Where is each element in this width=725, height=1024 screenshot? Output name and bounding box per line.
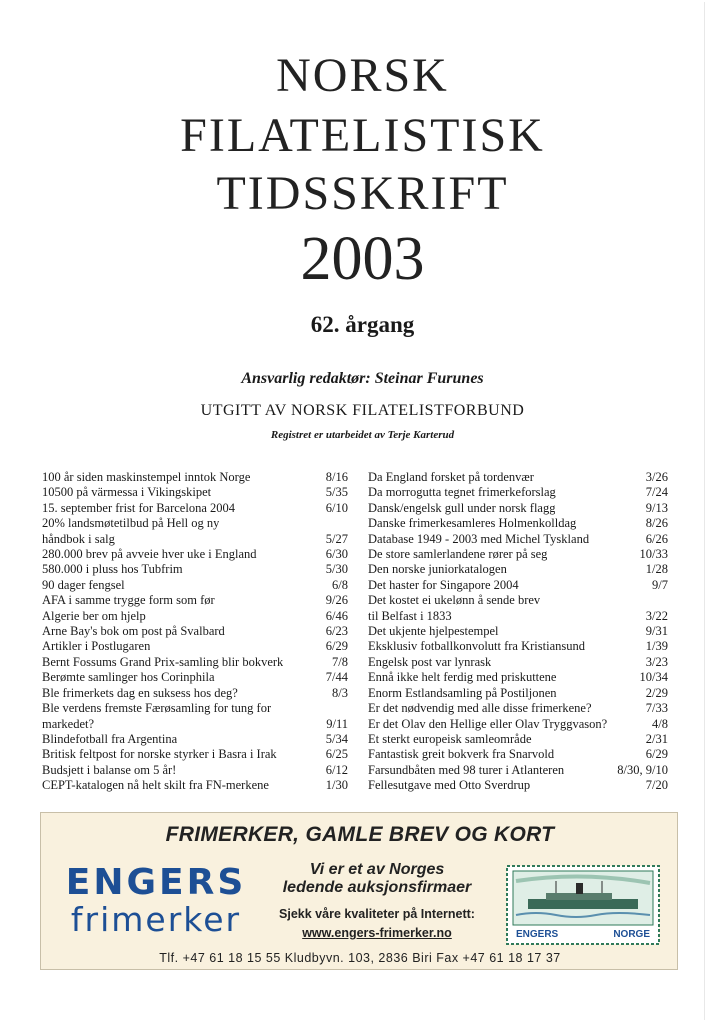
entry-ref: 10/33 <box>639 547 668 562</box>
index-entry <box>42 593 348 608</box>
ad-website-link[interactable]: www.engers-frimerker.no <box>302 926 452 940</box>
volume: 62. årgang <box>310 312 415 337</box>
index-entry <box>368 701 668 716</box>
index-entry <box>42 701 348 716</box>
entry-ref: 7/44 <box>325 670 348 685</box>
entry-title: Budsjett i balanse om 5 år! <box>42 762 177 777</box>
index-entry <box>368 593 668 608</box>
entry-title: De store samlerlandene rører på seg <box>368 547 548 562</box>
index-entry <box>42 778 348 793</box>
stamp-label-left: ENGERS <box>516 929 559 940</box>
entry-title: Britisk feltpost for norske styrker i Basra i Irak <box>42 747 277 762</box>
entry-ref: 6/23 <box>325 624 348 639</box>
entry-ref: 8/16 <box>325 470 348 484</box>
entry-title: 100 år siden maskinstempel inntok Norge <box>42 470 251 484</box>
index-entry <box>368 562 668 577</box>
entry-ref: 10/34 <box>639 670 668 685</box>
title-line-3: TIDSSKRIFT <box>216 167 509 220</box>
entry-title: Er det Olav den Hellige eller Olav Tryggvason? <box>368 716 608 731</box>
entry-title: AFA i samme trygge form som før <box>42 593 215 608</box>
entry-title: 10500 på värmessa i Vikingskipet <box>42 485 212 500</box>
entry-title: 280.000 brev på avveie hver uke i England <box>42 547 257 562</box>
index-entry <box>368 501 668 516</box>
entry-title: Blindefotball fra Argentina <box>42 731 178 746</box>
year: 2003 <box>300 225 425 293</box>
entry-title: Database 1949 - 2003 med Michel Tyskland <box>368 531 590 546</box>
ship-stamp-image <box>506 865 660 945</box>
entry-title: Farsundbåten med 98 turer i Atlanteren <box>368 762 565 777</box>
entry-ref: 6/29 <box>645 747 668 762</box>
entry-title: Arne Bay's bok om post på Svalbard <box>42 624 225 639</box>
entry-title: Enorm Estlandsamling på Postiljonen <box>368 685 557 700</box>
entry-ref: 9/13 <box>645 500 668 515</box>
editor-credit: Ansvarlig redaktør: Steinar Furunes <box>241 370 484 387</box>
index-entry <box>42 717 348 732</box>
stamp-label-right: NORGE <box>613 929 650 940</box>
entry-title: Da morrogutta tegnet frimerkeforslag <box>368 485 556 500</box>
entry-ref: 6/46 <box>325 608 348 623</box>
entry-ref <box>344 701 348 716</box>
entry-ref: 5/34 <box>325 731 348 746</box>
index-entry <box>368 547 668 562</box>
ad-contact-line: Tlf. +47 61 18 15 55 Kludbyvn. 103, 2836 Biri Fax +47 61 18 17 37 <box>159 951 561 965</box>
index-entry <box>368 732 668 747</box>
entry-title: Ble frimerkets dag en suksess hos deg? <box>42 685 238 700</box>
index-entry <box>368 624 668 639</box>
entry-ref: 2/29 <box>645 685 668 700</box>
entry-ref: 1/30 <box>325 778 348 793</box>
entry-ref: 8/3 <box>332 685 348 700</box>
index-entry <box>42 732 348 747</box>
entry-ref: 3/26 <box>645 470 668 484</box>
entry-title: Dansk/engelsk gull under norsk flagg <box>368 500 556 515</box>
entry-ref: 5/27 <box>325 531 348 546</box>
entry-ref: 8/26 <box>645 516 668 531</box>
entry-title: Ennå ikke helt ferdig med priskuttene <box>368 670 557 685</box>
entry-ref: 4/8 <box>652 716 668 731</box>
entry-ref: 9/26 <box>325 593 348 608</box>
entry-title: Algerie ber om hjelp <box>42 608 146 623</box>
engers-logo-subword: frimerker <box>70 900 242 939</box>
index-entry <box>42 639 348 654</box>
entry-title: 15. september frist for Barcelona 2004 <box>42 500 235 515</box>
ad-headline: FRIMERKER, GAMLE BREV OG KORT <box>165 823 555 846</box>
index-entry <box>368 639 668 654</box>
entry-title: Det haster for Singapore 2004 <box>368 577 519 592</box>
index-entry <box>42 547 348 562</box>
ad-tagline-2: ledende auksjonsfirmaer <box>282 879 472 896</box>
register-credit: Registret er utarbeidet av Terje Karterud <box>270 429 455 441</box>
entry-title: Da England forsket på tordenvær <box>368 470 534 484</box>
entry-title: Ble verdens fremste Færøsamling for tung for <box>42 701 272 716</box>
entry-title: Er det nødvendig med alle disse frimerkene? <box>368 701 592 716</box>
entry-title: Det kostet ei ukelønn å sende brev <box>368 593 541 608</box>
index-entry <box>368 532 668 547</box>
index-entry <box>368 516 668 531</box>
entry-ref: 3/23 <box>645 654 668 669</box>
index-entry <box>368 655 668 670</box>
entry-ref: 8/30, 9/10 <box>617 762 668 777</box>
engers-advertisement <box>40 812 678 970</box>
entry-title: Fantastisk greit bokverk fra Snarvold <box>368 747 555 762</box>
entry-ref: 9/11 <box>326 716 348 731</box>
entry-ref: 9/31 <box>645 624 668 639</box>
index-entry <box>42 578 348 593</box>
entry-ref: 2/31 <box>645 731 668 746</box>
entry-ref: 6/12 <box>325 762 348 777</box>
entry-title: 20% landsmøtetilbud på Hell og ny <box>42 516 220 531</box>
entry-title: Danske frimerkesamleres Holmenkolldag <box>368 516 577 531</box>
entry-ref: 7/8 <box>332 654 348 669</box>
index-entry <box>42 516 348 531</box>
entry-ref <box>344 516 348 531</box>
ad-check-text: Sjekk våre kvaliteter på Internett: <box>279 907 475 921</box>
entry-ref: 6/29 <box>325 639 348 654</box>
entry-ref: 1/39 <box>645 639 668 654</box>
index-entry <box>42 532 348 547</box>
entry-title: Eksklusiv fotballkonvolutt fra Kristiansund <box>368 639 585 654</box>
index-entry <box>368 670 668 685</box>
entry-ref: 6/25 <box>325 747 348 762</box>
entry-title: markedet? <box>42 716 95 731</box>
index-entry <box>42 485 348 500</box>
title-line-1: NORSK <box>276 49 449 102</box>
entry-title: Fellesutgave med Otto Sverdrup <box>368 778 531 793</box>
index-entry <box>368 686 668 701</box>
entry-ref: 6/8 <box>332 577 348 592</box>
index-entry <box>42 655 348 670</box>
index-entry <box>368 763 668 778</box>
index-entry <box>42 686 348 701</box>
entry-ref: 1/28 <box>645 562 668 577</box>
index-entry <box>42 763 348 778</box>
index-column-left <box>42 470 348 794</box>
entry-title: Den norske juniorkatalogen <box>368 562 507 577</box>
entry-ref: 6/30 <box>325 547 348 562</box>
entry-title: 580.000 i pluss hos Tubfrim <box>42 562 183 577</box>
entry-title: Bernt Fossums Grand Prix-samling blir bokverk <box>42 654 284 669</box>
index-entry <box>368 578 668 593</box>
index-entry <box>42 670 348 685</box>
index-entry <box>42 501 348 516</box>
publisher: UTGITT AV NORSK FILATELISTFORBUND <box>200 402 525 419</box>
entry-ref: 5/30 <box>325 562 348 577</box>
entry-title: Engelsk post var lynrask <box>368 654 492 669</box>
entry-title: Artikler i Postlugaren <box>42 639 151 654</box>
entry-ref: 6/10 <box>325 500 348 515</box>
index-entry <box>42 470 348 485</box>
entry-title: håndbok i salg <box>42 531 115 546</box>
index-entry <box>42 747 348 762</box>
entry-title: Et sterkt europeisk samleområde <box>368 731 532 746</box>
index-column-right <box>368 470 668 794</box>
entry-ref: 7/33 <box>645 701 668 716</box>
index-entry <box>42 562 348 577</box>
index-entry <box>368 747 668 762</box>
title-line-2: FILATELISTISK <box>180 109 545 162</box>
entry-ref: 5/35 <box>325 485 348 500</box>
index-entry <box>42 624 348 639</box>
entry-title: Berømte samlinger hos Corinphila <box>42 670 215 685</box>
index-entry <box>368 609 668 624</box>
entry-title: CEPT-katalogen nå helt skilt fra FN-merkene <box>42 778 269 793</box>
entry-ref: 7/20 <box>645 778 668 793</box>
index-entry <box>368 778 668 793</box>
entry-ref: 9/7 <box>652 577 668 592</box>
entry-title: Det ukjente hjelpestempel <box>368 624 499 639</box>
ad-tagline-1: Vi er et av Norges <box>309 861 445 878</box>
engers-logo-word: ENGERS <box>65 862 247 903</box>
entry-ref: 3/22 <box>645 608 668 623</box>
index-entry <box>368 485 668 500</box>
entry-ref: 7/24 <box>645 485 668 500</box>
index-entry <box>368 717 668 732</box>
entry-ref <box>664 593 668 608</box>
entry-title: til Belfast i 1833 <box>368 608 452 623</box>
entry-ref: 6/26 <box>645 531 668 546</box>
index-entry <box>42 609 348 624</box>
index-entry <box>368 470 668 485</box>
entry-title: 90 dager fengsel <box>42 577 125 592</box>
